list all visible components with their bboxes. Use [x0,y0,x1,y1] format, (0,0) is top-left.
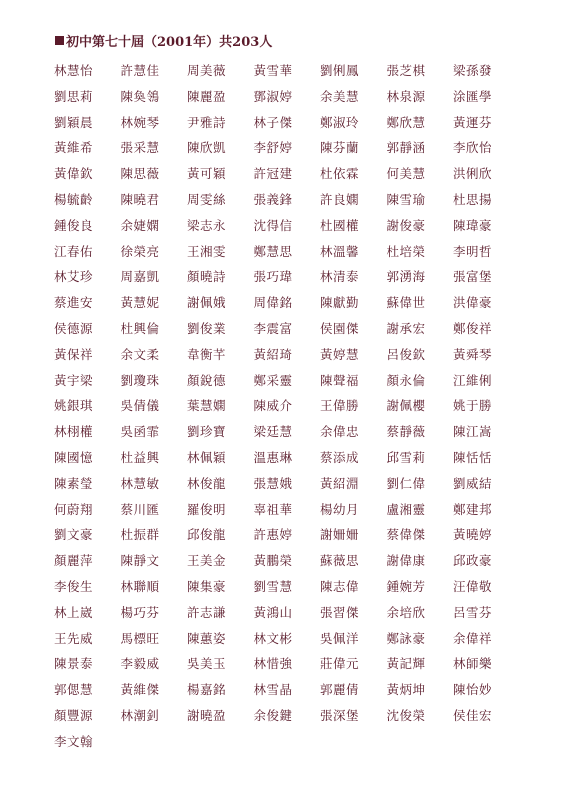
student-name: 王先威 [54,630,94,646]
student-name: 吳佩洋 [320,630,360,646]
student-name: 何蔚翔 [54,501,94,517]
student-name: 謝佩櫻 [386,398,426,414]
student-name: 郭偲慧 [54,682,94,698]
student-name: 杜思揚 [453,191,493,207]
student-name: 梁孫發 [453,63,493,78]
student-name: 鄭建邦 [453,501,493,517]
student-name: 黃維希 [54,140,94,156]
student-name: 杜培榮 [386,243,426,259]
student-name: 郭湧海 [386,269,426,285]
student-name: 陳欣凱 [187,140,227,156]
student-name: 黃宇梁 [54,372,94,388]
student-name: 顏銳德 [187,372,227,388]
student-name: 黃雪華 [253,63,293,78]
student-name: 李明哲 [453,243,493,259]
student-name: 王美金 [187,553,227,569]
student-name: 劉仁偉 [386,475,426,491]
student-name: 邱雪莉 [386,449,426,465]
student-name: 劉威結 [453,475,493,491]
student-name: 鄧淑婷 [253,88,293,104]
student-name: 吳倩儀 [120,398,160,414]
student-name: 顏豐源 [54,707,94,723]
student-name: 羅俊明 [187,501,227,517]
student-name: 林清泰 [320,269,360,285]
student-name: 侯園傑 [320,320,360,336]
student-name: 蘇薇思 [320,553,360,569]
student-name: 林聯順 [120,578,160,594]
student-name: 李震富 [253,320,293,336]
student-name: 鄭慧思 [253,243,293,259]
student-name: 蔡川匯 [120,501,160,517]
student-name: 陳蕙姿 [187,630,227,646]
student-name: 林惜強 [253,656,293,672]
student-name: 謝承宏 [386,320,426,336]
student-name: 黃運芬 [453,114,493,130]
student-name: 尹雅詩 [187,114,227,130]
student-name: 辜祖華 [253,501,293,517]
student-name: 李俊生 [54,578,94,594]
student-name: 姚于勝 [453,398,493,414]
student-name: 陳瑋豪 [453,217,493,233]
student-name: 黃婷慧 [320,346,360,362]
student-name: 林上崴 [54,604,94,620]
student-name: 黃慧妮 [120,295,160,311]
student-name: 楊幼月 [320,501,360,517]
student-name: 黃紹琦 [253,346,293,362]
student-name: 余文柔 [120,346,160,362]
student-name: 林雪晶 [253,682,293,698]
student-name: 杜振群 [120,527,160,543]
student-name: 余美慧 [320,88,360,104]
student-name: 林文彬 [253,630,293,646]
student-name: 顏麗萍 [54,553,94,569]
student-name: 余偉祥 [453,630,493,646]
student-name: 溫惠琳 [253,449,293,465]
student-name: 黃鴻山 [253,604,293,620]
student-name: 謝偉康 [386,553,426,569]
student-name: 沈得信 [253,217,293,233]
student-name: 張巧瑋 [253,269,293,285]
student-name: 劉文豪 [54,527,94,543]
student-name: 林艾珍 [54,269,94,285]
student-name: 林潮釗 [120,707,160,723]
student-name: 呂雪芬 [453,604,493,620]
student-name: 韋衡芊 [187,346,227,362]
student-name: 劉雪慧 [253,578,293,594]
student-name: 洪偉豪 [453,295,493,311]
student-name: 陳國憶 [54,449,94,465]
student-name: 杜益興 [120,449,160,465]
student-name: 鍾俊良 [54,217,94,233]
student-name: 邱政豪 [453,553,493,569]
student-name: 汪偉敬 [453,578,493,594]
student-name: 劉俐鳳 [320,63,360,78]
student-name: 莊偉元 [320,656,360,672]
student-name: 鄭淑玲 [320,114,360,130]
student-name: 陳志偉 [320,578,360,594]
student-name: 鄭詠豪 [386,630,426,646]
student-name: 張深堡 [320,707,360,723]
student-name: 周雯絲 [187,191,227,207]
student-name: 江春佑 [54,243,94,259]
student-name: 周美薇 [187,63,227,78]
student-name: 許惠婷 [253,527,293,543]
student-name: 陳江嵩 [453,424,493,440]
student-name: 陳集豪 [187,578,227,594]
student-name: 吳美玉 [187,656,227,672]
student-name: 陳雪瑜 [386,191,426,207]
student-name: 杜依霖 [320,166,360,182]
student-name: 余偉忠 [320,424,360,440]
student-name: 王湘雯 [187,243,227,259]
student-name: 張義鋒 [253,191,293,207]
student-name: 蔡靜薇 [386,424,426,440]
student-name: 劉俊業 [187,320,227,336]
student-name: 林子傑 [253,114,293,130]
section-heading-text: 初中第七十屆（2001年）共203人 [66,35,273,50]
square-bullet-icon [55,36,64,45]
student-name: 邱俊龍 [187,527,227,543]
student-name: 梁廷慧 [253,424,293,440]
student-name: 林佩穎 [187,449,227,465]
student-name: 謝曉盈 [187,707,227,723]
student-name: 顏永倫 [386,372,426,388]
student-name: 林俊龍 [187,475,227,491]
student-name: 黃可穎 [187,166,227,182]
student-name: 張芝棋 [386,63,426,78]
student-name: 陳奐鴒 [120,88,160,104]
student-name: 郭靜涵 [386,140,426,156]
student-name: 黃紹淵 [320,475,360,491]
student-name-list [54,62,504,759]
student-name: 謝俊豪 [386,217,426,233]
student-name: 葉慧嫻 [187,398,227,414]
student-name: 楊毓齡 [54,191,94,207]
student-name: 李文翰 [54,733,94,749]
student-name: 周偉銘 [253,295,293,311]
student-name: 楊巧芬 [120,604,160,620]
student-name: 侯佳宏 [453,707,493,723]
student-name: 黃舜琴 [453,346,493,362]
student-name: 黃記輝 [386,656,426,672]
student-name: 陳曉君 [120,191,160,207]
student-name: 余俊鍵 [253,707,293,723]
student-name: 李欣怡 [453,140,493,156]
student-name: 李毅威 [120,656,160,672]
student-name: 顏曉詩 [187,269,227,285]
student-name: 謝姍姍 [320,527,360,543]
student-name: 張富堡 [453,269,493,285]
student-name: 林溫馨 [320,243,360,259]
student-name: 劉珍寶 [187,424,227,440]
student-name: 許良嫻 [320,191,360,207]
student-name: 李舒婷 [253,140,293,156]
student-name: 陳威介 [253,398,293,414]
student-name: 鄭采靈 [253,372,293,388]
student-name: 黃曉婷 [453,527,493,543]
student-name: 張習傑 [320,604,360,620]
student-name: 許志謙 [187,604,227,620]
student-name: 陳聲福 [320,372,360,388]
student-name: 黃鵬榮 [253,553,293,569]
student-name: 蔡偉傑 [386,527,426,543]
student-name: 余婕嫻 [120,217,160,233]
student-name: 林慧敏 [120,475,160,491]
student-name: 陳恬恬 [453,449,493,465]
student-name: 鄭欣慧 [386,114,426,130]
student-name: 陳思薇 [120,166,160,182]
student-name: 林婉琴 [120,114,160,130]
student-name: 陳獻勤 [320,295,360,311]
student-name: 鍾婉芳 [386,578,426,594]
student-name: 劉瓊珠 [120,372,160,388]
student-name: 許慧佳 [120,63,160,78]
student-name: 林慧怡 [54,63,94,78]
student-name: 劉思莉 [54,88,94,104]
student-name: 洪俐欣 [453,166,493,182]
student-name: 蔡添成 [320,449,360,465]
student-name: 黃偉欽 [54,166,94,182]
student-name: 謝佩娥 [187,295,227,311]
student-name: 徐榮亮 [120,243,160,259]
student-name: 呂俊欽 [386,346,426,362]
student-name: 侯德源 [54,320,94,336]
student-name: 林泉源 [386,88,426,104]
student-name: 陳麗盈 [187,88,227,104]
student-name: 黃維傑 [120,682,160,698]
student-name: 劉穎晨 [54,114,94,130]
student-name: 杜興倫 [120,320,160,336]
student-name: 郭麗倩 [320,682,360,698]
student-name: 江維俐 [453,372,493,388]
student-name: 陳靜文 [120,553,160,569]
student-name: 蔡進安 [54,295,94,311]
student-name: 林師樂 [453,656,493,672]
student-name: 許冠建 [253,166,293,182]
student-name: 陳素瑩 [54,475,94,491]
student-name: 梁志永 [187,217,227,233]
student-name: 沈俊榮 [386,707,426,723]
student-name: 王偉勝 [320,398,360,414]
section-heading [55,31,272,50]
student-name: 余培欣 [386,604,426,620]
student-name: 吳函霏 [120,424,160,440]
student-name: 黃炳坤 [386,682,426,698]
student-name: 盧湘靈 [386,501,426,517]
student-name: 涂匯學 [453,88,493,104]
student-name: 何美慧 [386,166,426,182]
student-name: 張采慧 [120,140,160,156]
student-name: 黃保祥 [54,346,94,362]
student-name: 姚銀琪 [54,398,94,414]
student-name: 杜國權 [320,217,360,233]
student-name: 張慧娥 [253,475,293,491]
student-name: 鄭俊祥 [453,320,493,336]
student-name: 馬標旺 [120,630,160,646]
student-name: 蘇偉世 [386,295,426,311]
student-name: 陳怡妙 [453,682,493,698]
student-name: 陳景泰 [54,656,94,672]
student-name: 楊嘉銘 [187,682,227,698]
student-name: 林栩權 [54,424,94,440]
student-name: 周嘉凱 [120,269,160,285]
student-name: 陳芬蘭 [320,140,360,156]
